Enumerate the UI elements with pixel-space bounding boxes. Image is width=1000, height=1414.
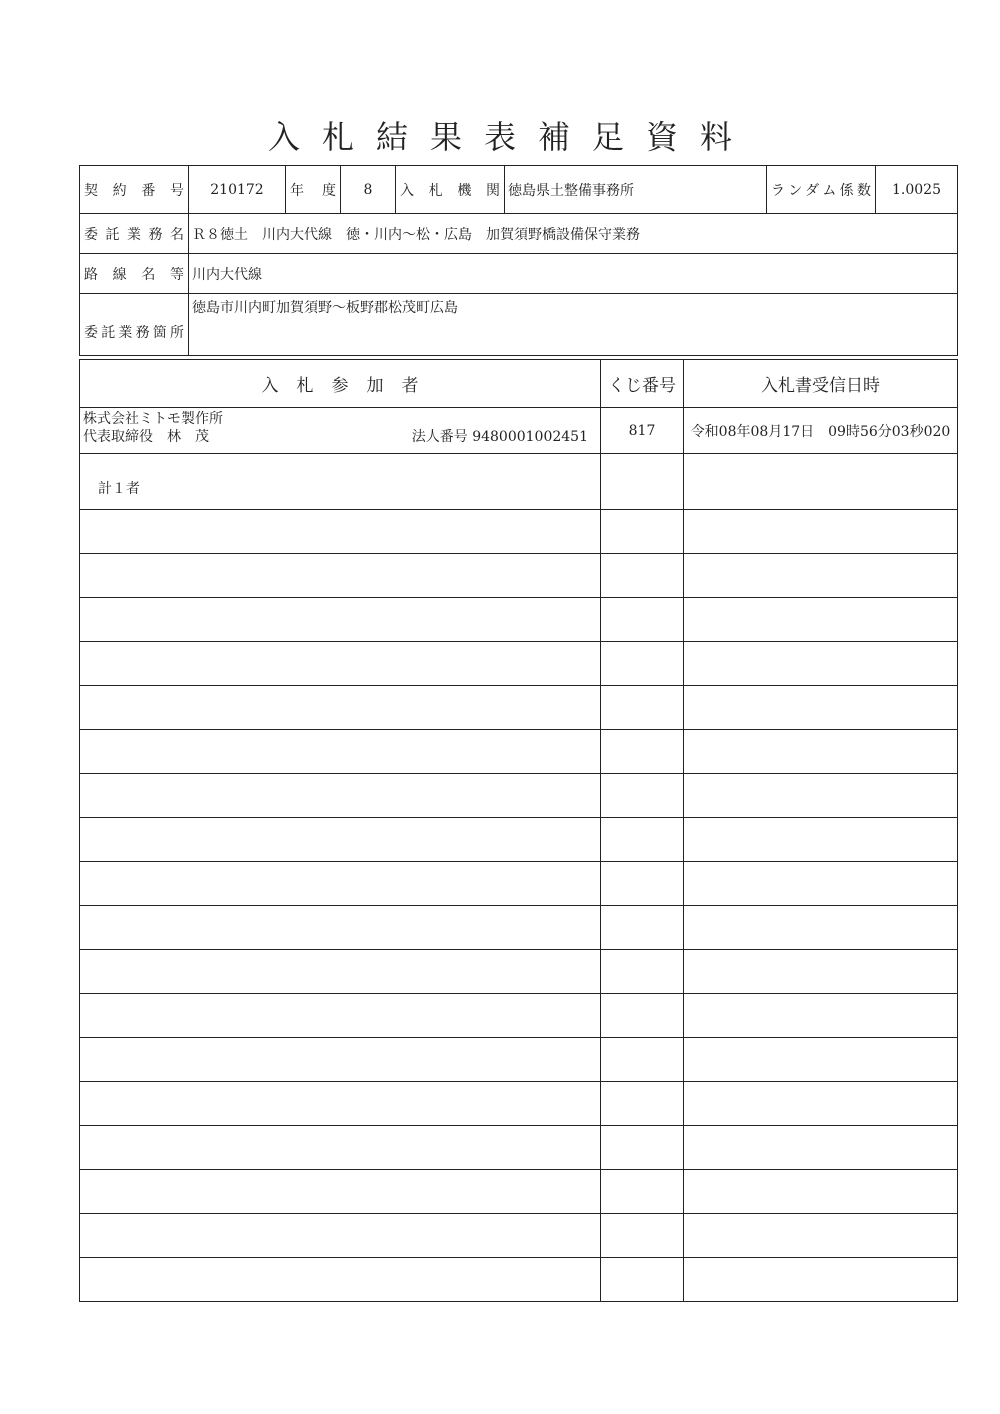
table-row bbox=[80, 454, 958, 510]
contract-no-label: 契約番号 bbox=[80, 166, 189, 214]
empty-cell bbox=[80, 994, 601, 1038]
route-value: 川内大代線 bbox=[189, 254, 958, 294]
empty-cell bbox=[601, 1258, 684, 1302]
random-coefficient-value: 1.0025 bbox=[876, 166, 958, 214]
table-row bbox=[80, 510, 958, 554]
empty-cell bbox=[684, 554, 958, 598]
empty-cell bbox=[601, 1170, 684, 1214]
empty-cell bbox=[601, 686, 684, 730]
empty-cell bbox=[684, 642, 958, 686]
lottery-number: 817 bbox=[601, 408, 684, 454]
page-title: 入札結果表補足資料 bbox=[267, 118, 754, 156]
agency-value: 徳島県土整備事務所 bbox=[505, 166, 767, 214]
table-row bbox=[80, 730, 958, 774]
empty-cell bbox=[684, 510, 958, 554]
empty-cell bbox=[601, 510, 684, 554]
table-row bbox=[80, 686, 958, 730]
lottery-header: くじ番号 bbox=[601, 360, 684, 408]
service-name-label: 委託業務名 bbox=[80, 214, 189, 254]
empty-cell bbox=[601, 1126, 684, 1170]
table-row bbox=[80, 1214, 958, 1258]
empty-cell bbox=[684, 818, 958, 862]
location-value: 徳島市川内町加賀須野～板野郡松茂町広島 bbox=[189, 294, 958, 356]
empty-cell bbox=[601, 906, 684, 950]
table-row bbox=[80, 598, 958, 642]
empty-cell bbox=[601, 454, 684, 510]
empty-cell bbox=[601, 862, 684, 906]
table-row bbox=[80, 994, 958, 1038]
representative: 代表取締役 林 茂 bbox=[83, 429, 209, 445]
empty-cell bbox=[601, 1082, 684, 1126]
empty-cell bbox=[684, 774, 958, 818]
empty-cell bbox=[80, 950, 601, 994]
empty-cell bbox=[80, 818, 601, 862]
empty-cell bbox=[80, 510, 601, 554]
empty-cell bbox=[684, 1082, 958, 1126]
empty-cell bbox=[601, 730, 684, 774]
table-row bbox=[80, 1082, 958, 1126]
empty-cell bbox=[80, 1126, 601, 1170]
table-row bbox=[80, 1126, 958, 1170]
empty-cell bbox=[684, 598, 958, 642]
empty-cell bbox=[601, 1038, 684, 1082]
table-row bbox=[80, 818, 958, 862]
empty-cell bbox=[684, 1038, 958, 1082]
empty-cell bbox=[80, 598, 601, 642]
empty-cell bbox=[80, 642, 601, 686]
empty-cell bbox=[601, 950, 684, 994]
participant-cell bbox=[80, 408, 601, 454]
random-coefficient-label: ランダム係数 bbox=[767, 166, 876, 214]
route-label: 路線名等 bbox=[80, 254, 189, 294]
empty-cell bbox=[684, 686, 958, 730]
empty-cell bbox=[684, 1258, 958, 1302]
table-row bbox=[80, 906, 958, 950]
contract-info-table bbox=[79, 165, 958, 356]
empty-cell bbox=[80, 1170, 601, 1214]
empty-cell bbox=[80, 906, 601, 950]
empty-cell bbox=[80, 686, 601, 730]
empty-cell bbox=[684, 1214, 958, 1258]
empty-cell bbox=[80, 1214, 601, 1258]
contract-no-value: 210172 bbox=[189, 166, 286, 214]
participant-header: 入札参加者 bbox=[80, 360, 601, 408]
total-count: 計１者 bbox=[80, 454, 601, 510]
empty-cell bbox=[601, 818, 684, 862]
table-row bbox=[80, 1258, 958, 1302]
received-header: 入札書受信日時 bbox=[684, 360, 958, 408]
table-row bbox=[80, 554, 958, 598]
table-row bbox=[80, 950, 958, 994]
empty-cell bbox=[601, 642, 684, 686]
table-row bbox=[80, 642, 958, 686]
empty-cell bbox=[601, 994, 684, 1038]
empty-cell bbox=[684, 906, 958, 950]
empty-cell bbox=[684, 994, 958, 1038]
year-label: 年度 bbox=[286, 166, 341, 214]
empty-cell bbox=[80, 774, 601, 818]
empty-cell bbox=[80, 862, 601, 906]
service-name-value: Ｒ８徳土 川内大代線 徳・川内～松・広島 加賀須野橋設備保守業務 bbox=[189, 214, 958, 254]
company-name: 株式会社ミトモ製作所 bbox=[83, 411, 223, 427]
received-datetime: 令和08年08月17日 09時56分03秒020 bbox=[684, 408, 958, 454]
empty-cell bbox=[601, 554, 684, 598]
year-value: 8 bbox=[341, 166, 396, 214]
empty-cell bbox=[80, 730, 601, 774]
corporate-number: 法人番号 9480001002451 bbox=[411, 429, 588, 445]
bidders-header-row bbox=[80, 360, 958, 408]
empty-cell bbox=[684, 454, 958, 510]
agency-label: 入札機関 bbox=[396, 166, 505, 214]
empty-cell bbox=[80, 1258, 601, 1302]
bidders-table bbox=[79, 359, 958, 1302]
empty-cell bbox=[684, 730, 958, 774]
empty-cell bbox=[80, 1038, 601, 1082]
location-label: 委託業務箇所 bbox=[80, 294, 189, 356]
table-row bbox=[80, 1038, 958, 1082]
table-row bbox=[80, 774, 958, 818]
empty-cell bbox=[80, 1082, 601, 1126]
table-row bbox=[80, 862, 958, 906]
empty-cell bbox=[601, 598, 684, 642]
table-row bbox=[80, 408, 958, 454]
empty-cell bbox=[684, 1126, 958, 1170]
table-row bbox=[80, 1170, 958, 1214]
empty-cell bbox=[684, 1170, 958, 1214]
empty-cell bbox=[684, 950, 958, 994]
empty-cell bbox=[80, 554, 601, 598]
empty-cell bbox=[684, 862, 958, 906]
empty-cell bbox=[601, 774, 684, 818]
empty-cell bbox=[601, 1214, 684, 1258]
